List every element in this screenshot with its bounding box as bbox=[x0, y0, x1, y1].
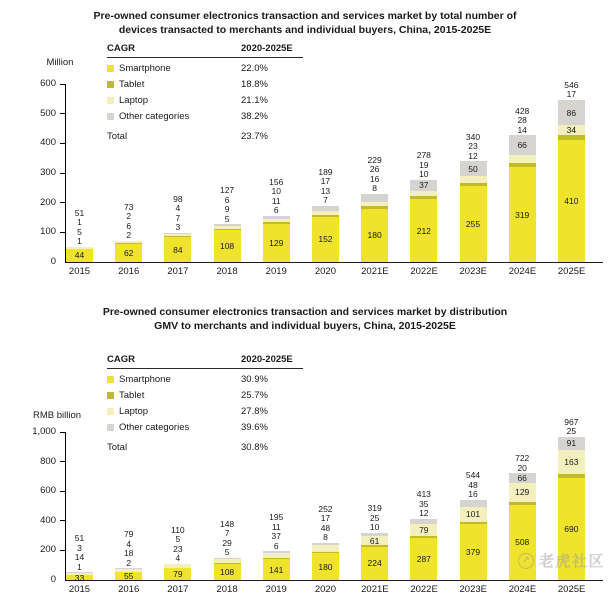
bar-value-label: 48 bbox=[468, 479, 478, 490]
bar-value-label: 129 bbox=[515, 487, 530, 498]
bar-segment-smartphone bbox=[460, 186, 487, 262]
bar-value-label: 224 bbox=[367, 558, 382, 569]
legend-swatch-icon bbox=[107, 424, 114, 431]
bar-column-2023E bbox=[460, 471, 487, 580]
bar-total-label: 544 bbox=[465, 470, 481, 481]
bar-outside-labels bbox=[75, 534, 84, 572]
x-axis-labels bbox=[66, 584, 585, 594]
bar-total-label: 229 bbox=[367, 154, 382, 165]
bar-value-label: 16 bbox=[369, 173, 380, 184]
bar-segment-other-categories bbox=[509, 473, 536, 483]
bar-value-label: 379 bbox=[465, 546, 481, 557]
legend-total-value: 30.8% bbox=[241, 441, 268, 453]
bar-value-label: 12 bbox=[468, 150, 478, 161]
bar-value-label: 10 bbox=[369, 522, 380, 533]
bar-value-label: 86 bbox=[566, 107, 577, 118]
y-axis-tick bbox=[60, 143, 65, 144]
bar-value-label: 3 bbox=[77, 542, 82, 553]
legend-item-label: Laptop bbox=[119, 94, 149, 106]
bar-value-label: 19 bbox=[419, 159, 429, 170]
x-axis-label: 2020 bbox=[314, 584, 336, 594]
bar-value-label: 4 bbox=[126, 538, 132, 549]
bar-value-label: 7 bbox=[224, 528, 230, 539]
y-axis-tick-label: 400 bbox=[40, 514, 56, 526]
bar-value-label: 4 bbox=[175, 553, 181, 564]
bar-segment-other-categories bbox=[410, 180, 437, 191]
bar-value-label: 25 bbox=[566, 426, 577, 437]
bar-value-label: 5 bbox=[224, 547, 230, 558]
bar-segment-other-categories bbox=[558, 100, 585, 126]
legend-item-label: Smartphone bbox=[119, 62, 171, 74]
bar-value-label: 690 bbox=[564, 523, 579, 534]
legend-item-label: Laptop bbox=[119, 405, 149, 417]
bar-segment-smartphone bbox=[410, 538, 437, 580]
bar-outside-labels bbox=[220, 520, 234, 558]
bar-column-2015 bbox=[66, 533, 93, 583]
y-axis-tick bbox=[60, 113, 65, 114]
bar-outside-labels bbox=[466, 133, 480, 162]
bar-value-label: 212 bbox=[416, 225, 431, 236]
bar-value-label: 11 bbox=[271, 195, 281, 206]
bar-value-label: 29 bbox=[222, 537, 232, 548]
legend-item-name bbox=[107, 422, 241, 433]
legend-item-value: 25.7% bbox=[241, 389, 268, 401]
bar-value-label: 48 bbox=[320, 522, 331, 533]
bar-outside-labels bbox=[220, 186, 234, 224]
bar-segment-smartphone bbox=[164, 568, 191, 580]
bar-outside-labels bbox=[417, 490, 431, 519]
legend-item-value: 39.6% bbox=[241, 421, 268, 433]
bar-segment-smartphone bbox=[263, 559, 290, 580]
bar-value-label: 79 bbox=[419, 524, 429, 535]
bar-value-label: 17 bbox=[566, 89, 577, 100]
bar-segment-laptop bbox=[509, 155, 536, 163]
chart-gmv bbox=[0, 292, 610, 594]
legend-swatch-icon bbox=[107, 408, 114, 415]
x-axis-label: 2021E bbox=[361, 584, 389, 594]
legend-item-value: 30.9% bbox=[241, 373, 268, 385]
legend-item bbox=[107, 387, 303, 403]
x-axis-label: 2023E bbox=[459, 266, 487, 277]
y-axis-tick-label: 300 bbox=[40, 167, 56, 178]
y-axis-tick-label: 1,000 bbox=[32, 426, 56, 437]
x-axis-label: 2019 bbox=[265, 584, 287, 594]
bar-column-2018 bbox=[214, 520, 241, 580]
bar-value-label: 2 bbox=[126, 557, 132, 568]
bar-value-label: 180 bbox=[318, 561, 333, 572]
bar-value-label: 23 bbox=[173, 543, 183, 554]
bar-value-label: 12 bbox=[419, 508, 429, 519]
y-axis-tick bbox=[60, 173, 65, 174]
bar-total-label: 428 bbox=[515, 105, 530, 116]
bar-segment-smartphone bbox=[214, 230, 241, 262]
x-axis-label: 2024E bbox=[508, 584, 537, 594]
bar-value-label: 141 bbox=[269, 564, 284, 575]
bar-total-label: 148 bbox=[219, 518, 235, 529]
legend-item bbox=[107, 403, 303, 419]
bar-value-label: 108 bbox=[219, 240, 235, 251]
bar-column-2022E bbox=[410, 151, 437, 262]
bar-segment-laptop bbox=[410, 524, 437, 536]
bar-segment-laptop bbox=[312, 545, 339, 552]
legend-item-name bbox=[107, 63, 241, 74]
bar-total-label: 98 bbox=[173, 193, 183, 204]
bar-value-label: 13 bbox=[320, 185, 331, 196]
bar-outside-labels bbox=[124, 530, 133, 568]
bar-value-label: 101 bbox=[465, 509, 481, 520]
bar-value-label: 6 bbox=[273, 540, 279, 551]
bar-segment-smartphone bbox=[115, 244, 142, 262]
bar-value-label: 10 bbox=[419, 169, 429, 180]
chart-title bbox=[0, 0, 610, 37]
legend-item-name bbox=[107, 374, 241, 385]
bar-outside-labels bbox=[564, 81, 578, 100]
y-axis-tick bbox=[60, 550, 65, 551]
bar-column-2019 bbox=[263, 513, 290, 580]
bar-value-label: 10 bbox=[271, 186, 281, 197]
bar-value-label: 33 bbox=[74, 572, 85, 583]
bar-outside-labels bbox=[269, 513, 283, 551]
bar-total-label: 546 bbox=[564, 79, 579, 90]
bar-value-label: 8 bbox=[323, 532, 328, 543]
bar-segment-smartphone bbox=[509, 167, 536, 262]
bar-column-2015 bbox=[66, 209, 93, 262]
bar-value-label: 8 bbox=[372, 183, 377, 194]
bar-value-label: 152 bbox=[318, 234, 333, 245]
x-axis-label: 2018 bbox=[216, 584, 238, 594]
legend-item-value: 21.1% bbox=[241, 94, 268, 106]
bar-segment-smartphone bbox=[361, 209, 388, 262]
trend-arrow-icon: ↗ bbox=[518, 553, 534, 569]
bar-outside-labels bbox=[466, 471, 480, 500]
bar-outside-labels bbox=[75, 209, 84, 247]
bar-value-label: 37 bbox=[419, 180, 429, 191]
bar-segment-other-categories bbox=[558, 437, 585, 450]
bar-outside-labels bbox=[515, 107, 529, 136]
bar-value-label: 66 bbox=[517, 472, 527, 483]
bar-segment-other-categories bbox=[460, 500, 487, 507]
legend-item-name bbox=[107, 390, 241, 401]
bar-value-label: 16 bbox=[468, 489, 478, 500]
bar-total-label: 722 bbox=[515, 453, 530, 464]
bar-value-label: 319 bbox=[515, 209, 530, 220]
bar-value-label: 62 bbox=[123, 247, 134, 258]
bar-value-label: 26 bbox=[369, 164, 380, 175]
bar-value-label: 23 bbox=[468, 141, 478, 152]
y-axis-tick-label: 200 bbox=[40, 196, 56, 208]
bar-segment-smartphone bbox=[263, 224, 290, 262]
y-axis-unit-label: RMB billion bbox=[32, 410, 82, 421]
bar-value-label: 11 bbox=[271, 521, 281, 532]
bar-total-label: 319 bbox=[367, 503, 382, 514]
chart-title bbox=[0, 292, 610, 333]
bar-segment-other-categories bbox=[361, 194, 388, 202]
bar-total-label: 195 bbox=[269, 512, 284, 523]
bar-value-label: 50 bbox=[468, 163, 478, 174]
chart-title-line1: Pre-owned consumer electronics transaction and services market by total number of bbox=[93, 10, 517, 22]
bar-value-label: 18 bbox=[123, 548, 134, 559]
bar-value-label: 55 bbox=[123, 570, 134, 581]
bar-value-label: 255 bbox=[465, 219, 481, 230]
legend-header-right: 2020-2025E bbox=[241, 43, 293, 54]
y-axis-tick-label: 200 bbox=[40, 544, 56, 556]
bars-layer bbox=[66, 79, 585, 262]
bar-segment-smartphone bbox=[164, 237, 191, 262]
chart-devices-transacted bbox=[0, 0, 610, 292]
bar-outside-labels bbox=[318, 505, 332, 543]
bar-value-label: 2 bbox=[126, 230, 132, 241]
x-axis-label: 2018 bbox=[216, 266, 238, 277]
bar-value-label: 17 bbox=[320, 513, 331, 524]
bar-column-2020 bbox=[312, 168, 339, 262]
bar-value-label: 2 bbox=[126, 211, 132, 222]
bar-value-label: 37 bbox=[271, 531, 281, 542]
bar-value-label: 508 bbox=[515, 537, 530, 548]
bar-value-label: 1 bbox=[77, 561, 82, 572]
x-axis-label: 2019 bbox=[265, 266, 287, 277]
bar-total-label: 252 bbox=[318, 503, 333, 514]
bar-total-label: 51 bbox=[74, 207, 85, 218]
y-axis-tick-label: 600 bbox=[40, 78, 56, 89]
bar-segment-smartphone bbox=[312, 553, 339, 580]
bar-column-2020 bbox=[312, 505, 339, 580]
legend-item bbox=[107, 371, 303, 387]
legend-total-label: Total bbox=[107, 130, 128, 142]
bar-value-label: 84 bbox=[173, 244, 183, 255]
bar-value-label: 1 bbox=[77, 236, 82, 247]
y-axis-tick-label: 800 bbox=[40, 455, 56, 467]
bar-value-label: 180 bbox=[367, 230, 382, 241]
x-axis-labels bbox=[66, 266, 585, 277]
x-axis-label: 2022E bbox=[410, 266, 438, 277]
y-axis-unit-label: Million bbox=[46, 57, 74, 68]
bar-segment-smartphone bbox=[558, 140, 585, 262]
bar-outside-labels bbox=[417, 151, 431, 180]
bar-total-label: 340 bbox=[465, 131, 481, 142]
bar-total-label: 73 bbox=[123, 201, 134, 212]
bar-segment-laptop bbox=[361, 536, 388, 545]
bar-value-label: 163 bbox=[564, 457, 579, 468]
bar-segment-laptop bbox=[460, 176, 487, 183]
legend-total-value: 23.7% bbox=[241, 130, 268, 142]
y-axis-tick-label: 500 bbox=[40, 107, 56, 119]
chart-title-line2: devices transacted to merchants and individual buyers, China, 2015-2025E bbox=[118, 24, 492, 36]
bar-value-label: 7 bbox=[175, 212, 181, 223]
bar-value-label: 79 bbox=[173, 569, 183, 580]
y-axis-tick bbox=[60, 432, 65, 433]
y-axis-tick bbox=[60, 84, 65, 85]
legend-header bbox=[107, 354, 303, 369]
bar-total-label: 278 bbox=[416, 150, 431, 161]
bar-total-label: 967 bbox=[564, 416, 579, 427]
bar-segment-laptop bbox=[460, 507, 487, 522]
bar-column-2017 bbox=[164, 195, 191, 262]
x-axis-label: 2021E bbox=[361, 266, 389, 277]
x-axis-label: 2020 bbox=[314, 266, 336, 277]
y-axis-tick bbox=[60, 202, 65, 203]
bar-column-2021E bbox=[361, 156, 388, 262]
x-axis-label: 2016 bbox=[118, 584, 140, 594]
bar-outside-labels bbox=[318, 168, 332, 206]
bar-segment-other-categories bbox=[509, 135, 536, 155]
bar-segment-smartphone bbox=[66, 249, 93, 262]
legend-item bbox=[107, 60, 303, 76]
bar-column-2025E bbox=[558, 81, 585, 262]
y-axis-tick-label: 0 bbox=[50, 256, 56, 267]
y-axis-tick bbox=[60, 520, 65, 521]
legend-item-label: Other categories bbox=[119, 110, 190, 122]
legend-total-label: Total bbox=[107, 441, 128, 453]
y-axis-tick bbox=[60, 491, 65, 492]
bar-outside-labels bbox=[269, 178, 283, 216]
bar-value-label: 129 bbox=[269, 237, 284, 248]
bar-column-2021E bbox=[361, 504, 388, 580]
bar-value-label: 9 bbox=[224, 204, 230, 215]
x-axis-label: 2025E bbox=[557, 584, 586, 594]
bar-value-label: 1 bbox=[77, 217, 82, 228]
bar-value-label: 61 bbox=[369, 535, 380, 546]
bar-segment-laptop bbox=[558, 125, 585, 135]
x-axis-label: 2022E bbox=[410, 584, 438, 594]
bar-total-label: 79 bbox=[123, 529, 134, 540]
legend-item-value: 38.2% bbox=[241, 110, 268, 122]
plot-area bbox=[40, 78, 603, 277]
bar-value-label: 34 bbox=[566, 125, 577, 136]
legend-item-value: 18.8% bbox=[241, 78, 268, 90]
legend-header-left: CAGR bbox=[107, 43, 135, 54]
legend-item-name bbox=[107, 406, 241, 417]
bar-value-label: 410 bbox=[564, 196, 579, 207]
bar-value-label: 6 bbox=[224, 194, 230, 205]
bar-value-label: 17 bbox=[320, 176, 331, 187]
bar-segment-smartphone bbox=[410, 199, 437, 262]
legend-header bbox=[107, 43, 303, 58]
bar-column-2019 bbox=[263, 178, 290, 262]
bar-segment-smartphone bbox=[115, 572, 142, 580]
bar-outside-labels bbox=[173, 195, 182, 233]
bar-total-label: 110 bbox=[171, 524, 185, 535]
bar-total-label: 413 bbox=[416, 489, 431, 500]
bar-outside-labels bbox=[124, 203, 133, 241]
legend-header-left: CAGR bbox=[107, 354, 135, 365]
bar-segment-laptop bbox=[558, 450, 585, 474]
bar-segment-smartphone bbox=[361, 547, 388, 580]
y-axis-tick-label: 100 bbox=[40, 226, 56, 238]
bar-total-label: 189 bbox=[318, 166, 333, 177]
bar-outside-labels bbox=[368, 504, 382, 533]
bar-value-label: 20 bbox=[517, 462, 527, 473]
y-axis-tick-label: 600 bbox=[40, 485, 56, 497]
bar-outside-labels bbox=[368, 156, 382, 194]
bar-value-label: 7 bbox=[323, 195, 328, 206]
legend-swatch-icon bbox=[107, 392, 114, 399]
x-axis-label: 2025E bbox=[557, 266, 586, 277]
watermark-text: 老虎社区 bbox=[538, 553, 605, 570]
x-axis-label: 2017 bbox=[167, 584, 189, 594]
bar-segment-smartphone bbox=[214, 564, 241, 580]
bar-value-label: 25 bbox=[369, 512, 380, 523]
y-axis-tick bbox=[60, 232, 65, 233]
legend-item-value: 22.0% bbox=[241, 62, 268, 74]
y-axis-tick bbox=[60, 461, 65, 462]
x-axis-label: 2016 bbox=[118, 266, 140, 277]
bar-value-label: 5 bbox=[175, 534, 181, 545]
bar-value-label: 6 bbox=[273, 205, 279, 216]
legend-item-label: Smartphone bbox=[119, 373, 171, 385]
bar-value-label: 5 bbox=[224, 213, 230, 224]
legend-item-value: 27.8% bbox=[241, 405, 268, 417]
bar-outside-labels bbox=[564, 418, 578, 437]
legend-item-label: Tablet bbox=[119, 389, 145, 401]
legend-item-label: Tablet bbox=[119, 78, 145, 90]
bar-segment-smartphone bbox=[312, 217, 339, 262]
legend-swatch-icon bbox=[107, 376, 114, 383]
bar-value-label: 108 bbox=[219, 567, 235, 578]
y-axis-tick-label: 400 bbox=[40, 137, 56, 149]
bar-value-label: 28 bbox=[517, 115, 527, 126]
x-axis-label: 2017 bbox=[167, 266, 189, 277]
bar-value-label: 91 bbox=[566, 438, 577, 449]
bar-value-label: 3 bbox=[175, 222, 181, 233]
watermark bbox=[518, 550, 605, 571]
bar-outside-labels bbox=[515, 454, 529, 473]
x-axis-label: 2015 bbox=[68, 584, 91, 594]
legend-item-label: Other categories bbox=[119, 421, 190, 433]
bar-value-label: 4 bbox=[175, 203, 181, 214]
bar-value-label: 14 bbox=[517, 124, 527, 135]
bar-total-label: 127 bbox=[219, 185, 235, 196]
bar-total-label: 156 bbox=[269, 176, 284, 187]
bar-column-2018 bbox=[214, 186, 241, 262]
bar-value-label: 66 bbox=[517, 140, 527, 151]
legend-header-right: 2020-2025E bbox=[241, 354, 293, 365]
bar-column-2016 bbox=[115, 203, 142, 262]
bar-value-label: 287 bbox=[416, 553, 431, 564]
bar-column-2016 bbox=[115, 530, 142, 580]
x-axis-label: 2024E bbox=[508, 266, 537, 277]
bar-value-label: 35 bbox=[419, 498, 429, 509]
bar-segment-laptop bbox=[509, 483, 536, 502]
bar-value-label: 14 bbox=[74, 552, 85, 563]
legend-swatch-icon bbox=[107, 65, 114, 72]
bar-total-label: 51 bbox=[74, 533, 85, 544]
bar-outside-labels bbox=[171, 526, 185, 564]
bar-column-2024E bbox=[509, 107, 536, 262]
y-axis-tick-label: 0 bbox=[50, 574, 56, 585]
chart-title-line2: GMV to merchants and individual buyers, China, 2015-2025E bbox=[154, 320, 456, 332]
bar-segment-smartphone bbox=[460, 524, 487, 580]
bar-column-2023E bbox=[460, 133, 487, 262]
chart-title-line1: Pre-owned consumer electronics transaction and services market by distribution bbox=[102, 306, 508, 318]
bar-segment-other-categories bbox=[460, 161, 487, 176]
bar-value-label: 44 bbox=[74, 250, 85, 261]
bar-column-2017 bbox=[164, 526, 191, 580]
x-axis-label: 2023E bbox=[459, 584, 487, 594]
bar-column-2022E bbox=[410, 490, 437, 580]
x-axis-label: 2015 bbox=[68, 266, 91, 277]
bar-value-label: 6 bbox=[126, 220, 132, 231]
bar-segment-smartphone bbox=[66, 572, 93, 583]
bar-value-label: 5 bbox=[77, 226, 82, 237]
